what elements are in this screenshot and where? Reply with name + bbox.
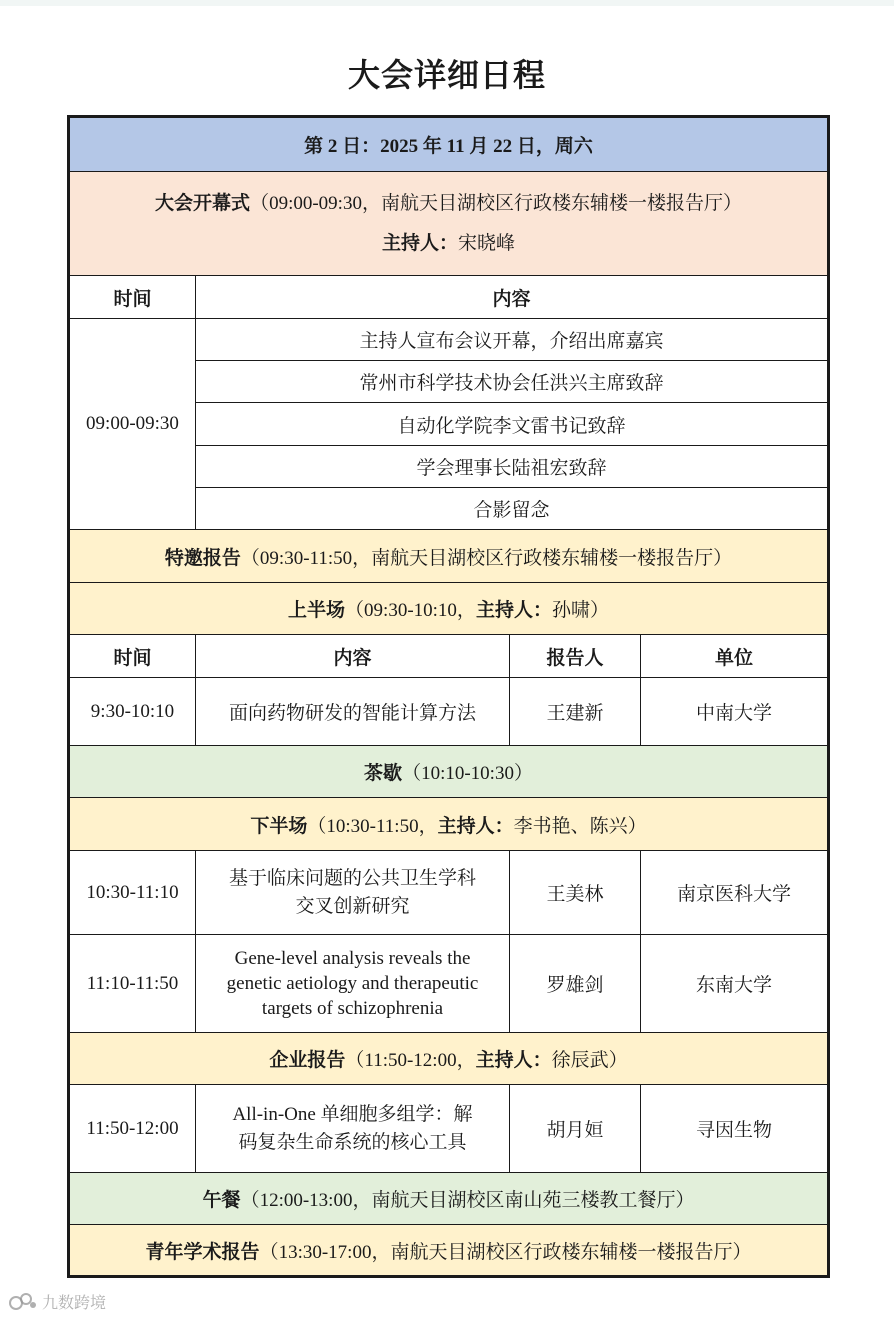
lunch: 午餐（12:00-13:00，南航天目湖校区南山苑三楼教工餐厅） (69, 1173, 829, 1225)
opening-host: 宋晓峰 (458, 232, 516, 254)
day-header-row (69, 117, 829, 172)
talk-row (69, 1085, 829, 1173)
opening-item: 常州市科学技术协会任洪兴主席致辞 (196, 361, 829, 403)
header-content: 内容 (196, 276, 829, 319)
talk-unit: 中南大学 (641, 678, 829, 746)
talk-unit: 寻因生物 (641, 1085, 829, 1173)
talk-header-content: 内容 (196, 635, 510, 678)
opening-time: 09:00-09:30 (69, 319, 196, 530)
talk-speaker: 罗雄剑 (510, 935, 641, 1033)
second-half-row (69, 798, 829, 851)
tea-break-row (69, 746, 829, 798)
opening-name: 大会开幕式 (155, 192, 251, 214)
opening-item: 学会理事长陆祖宏致辞 (196, 446, 829, 488)
opening-item: 自动化学院李文雷书记致辞 (196, 403, 829, 446)
enterprise-report: 企业报告（11:50-12:00，主持人：徐辰武） (69, 1033, 829, 1085)
talk-unit: 南京医科大学 (641, 851, 829, 935)
opening-ceremony-row (69, 172, 829, 276)
first-half: 上半场（09:30-10:10，主持人：孙啸） (69, 583, 829, 635)
talk-content: 面向药物研发的智能计算方法 (196, 678, 510, 746)
talk-row (69, 851, 829, 935)
schedule-table (67, 115, 830, 1278)
talk-header-row (69, 635, 829, 678)
talk-content: Gene-level analysis reveals the genetic aetiology and therapeutic targets of schizophrenia (196, 935, 510, 1033)
talk-row (69, 935, 829, 1033)
talk-time: 11:50-12:00 (69, 1085, 196, 1173)
talk-content: All-in-One 单细胞多组学：解 码复杂生命系统的核心工具 (196, 1085, 510, 1173)
invited-report: 特邀报告（09:30-11:50，南航天目湖校区行政楼东辅楼一楼报告厅） (69, 530, 829, 583)
opening-item: 合影留念 (196, 488, 829, 530)
watermark-text: 九数跨境 (42, 1292, 107, 1312)
talk-speaker: 王建新 (510, 678, 641, 746)
talk-header-unit: 单位 (641, 635, 829, 678)
opening-detail: （09:00-09:30，南航天目湖校区行政楼东辅楼一楼报告厅） (250, 192, 742, 214)
top-strip (0, 0, 894, 6)
lunch-row (69, 1173, 829, 1225)
talk-speaker: 胡月姮 (510, 1085, 641, 1173)
opening-item: 主持人宣布会议开幕，介绍出席嘉宾 (196, 319, 829, 361)
header-time: 时间 (69, 276, 196, 319)
watermark-logo-icon (8, 1290, 38, 1312)
opening-header-row (69, 276, 829, 319)
invited-report-row (69, 530, 829, 583)
day-header: 第 2 日：2025 年 11 月 22 日，周六 (69, 117, 829, 172)
opening-host-label: 主持人： (381, 232, 458, 254)
talk-time: 9:30-10:10 (69, 678, 196, 746)
talk-content: 基于临床问题的公共卫生学科 交叉创新研究 (196, 851, 510, 935)
youth-report: 青年学术报告（13:30-17:00，南航天目湖校区行政楼东辅楼一楼报告厅） (69, 1225, 829, 1277)
talk-speaker: 王美林 (510, 851, 641, 935)
opening-item-row (69, 319, 829, 361)
first-half-row (69, 583, 829, 635)
page-title: 大会详细日程 (347, 56, 546, 94)
second-half: 下半场（10:30-11:50，主持人：李书艳、陈兴） (69, 798, 829, 851)
talk-row (69, 678, 829, 746)
talk-header-speaker: 报告人 (510, 635, 641, 678)
watermark (8, 1288, 106, 1314)
talk-unit: 东南大学 (641, 935, 829, 1033)
talk-time: 11:10-11:50 (69, 935, 196, 1033)
youth-report-row (69, 1225, 829, 1277)
enterprise-report-row (69, 1033, 829, 1085)
talk-time: 10:30-11:10 (69, 851, 196, 935)
talk-header-time: 时间 (69, 635, 196, 678)
tea-break: 茶歇（10:10-10:30） (69, 746, 829, 798)
opening-ceremony (69, 172, 829, 276)
